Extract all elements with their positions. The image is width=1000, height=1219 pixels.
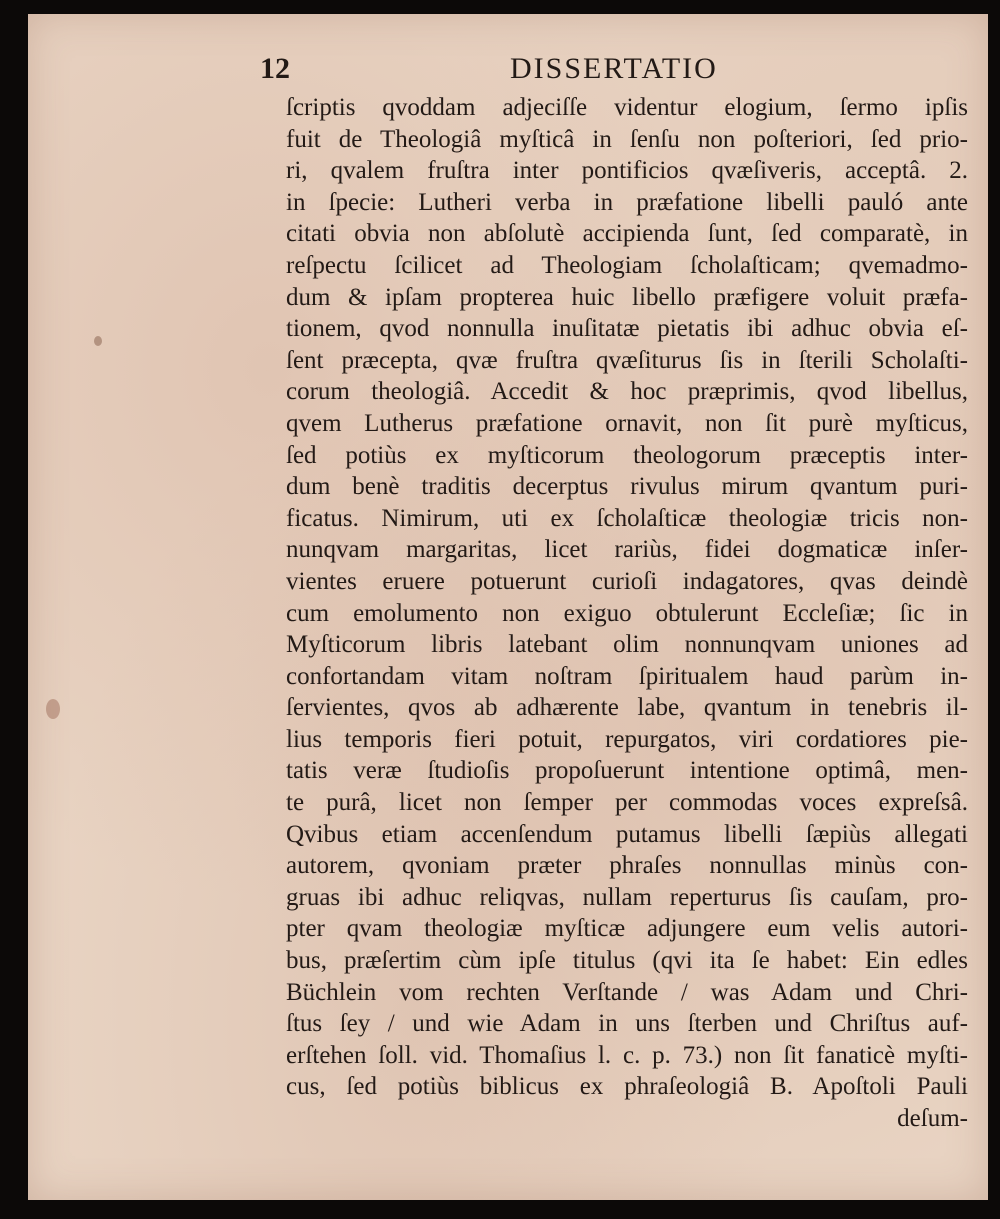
text-line: autorem, qvoniam præter phraſes nonnullas minùs con-: [286, 852, 968, 880]
text-line: tionem, qvod nonnulla inuſitatæ pietatis ibi adhuc obvia eſ-: [286, 315, 968, 343]
text-line: dum & ipſam propterea huic libello præfigere voluit præfa-: [286, 283, 968, 311]
running-head: [260, 52, 960, 92]
text-line: citati obvia non abſolutè accipienda ſunt, ſed comparatè, in: [286, 220, 968, 248]
text-line: cum emolumento non exiguo obtulerunt Eccleſiæ; ſic in: [286, 599, 968, 627]
text-line: ſcriptis qvoddam adjeciſſe videntur elogium, ſermo ipſis: [286, 94, 968, 121]
text-line: dum benè traditis decerptus rivulus mirum qvantum puri-: [286, 473, 968, 501]
text-line: ſent præcepta, qvæ fruſtra qvæſiturus ſis in ſterili Scholaſti-: [286, 346, 968, 374]
page-number: 12: [260, 52, 290, 85]
text-line: qvem Lutherus præfatione ornavit, non ſit purè myſticus,: [286, 409, 968, 437]
text-line: cus, ſed potiùs biblicus ex phraſeologiâ B. Apoſtoli Pauli: [286, 1073, 968, 1101]
catchword: deſum-: [897, 1105, 968, 1132]
text-line: tatis veræ ſtudioſis propoſuerunt intentione optimâ, men-: [286, 757, 968, 785]
body-text: [286, 92, 968, 1135]
text-line: ſervientes, qvos ab adhærente labe, qvantum in tenebris il-: [286, 694, 968, 722]
text-line: pter qvam theologiæ myſticæ adjungere eum velis autori-: [286, 915, 968, 943]
text-line: bus, præſertim cùm ipſe titulus (qvi ita ſe habet: Ein edles: [286, 947, 968, 975]
page-stain: [46, 699, 60, 719]
text-line: ſed potiùs ex myſticorum theologorum præceptis inter-: [286, 441, 968, 469]
text-line: vientes eruere potuerunt curioſi indagatores, qvas deindè: [286, 567, 968, 595]
text-line: reſpectu ſcilicet ad Theologiam ſcholaſticam; qvemadmo-: [286, 251, 968, 279]
text-line: Qvibus etiam accenſendum putamus libelli ſæpiùs allegati: [286, 820, 968, 848]
text-line: fuit de Theologiâ myſticâ in ſenſu non poſteriori, ſed prio-: [286, 125, 968, 153]
text-line: gruas ibi adhuc reliqvas, nullam reperturus ſis cauſam, pro-: [286, 883, 968, 911]
text-line: corum theologiâ. Accedit & hoc præprimis, qvod libellus,: [286, 378, 968, 406]
text-line: Myſticorum libris latebant olim nonnunqvam uniones ad: [286, 631, 968, 659]
text-line: te purâ, licet non ſemper per commodas voces expreſsâ.: [286, 789, 968, 817]
text-line: in ſpecie: Lutheri verba in præfatione libelli pauló ante: [286, 188, 968, 216]
page-stain: [94, 336, 102, 346]
text-line: ri, qvalem fruſtra inter pontificios qvæſiveris, acceptâ. 2.: [286, 157, 968, 185]
text-line: ſtus ſey / und wie Adam in uns ſterben und Chriſtus auf-: [286, 1010, 968, 1038]
running-title: DISSERTATIO: [510, 52, 718, 85]
text-line: Büchlein vom rechten Verſtande / was Adam und Chri-: [286, 978, 968, 1006]
book-page: [28, 14, 988, 1200]
text-line: ficatus. Nimirum, uti ex ſcholaſticæ theologiæ tricis non-: [286, 504, 968, 532]
text-line: erſtehen ſoll. vid. Thomaſius l. c. p. 73.) non ſit fanaticè myſti-: [286, 1041, 968, 1069]
text-line: lius temporis fieri potuit, repurgatos, viri cordatiores pie-: [286, 725, 968, 753]
text-line: confortandam vitam noſtram ſpiritualem haud parùm in-: [286, 662, 968, 690]
text-line: nunqvam margaritas, licet rariùs, fidei dogmaticæ inſer-: [286, 536, 968, 564]
